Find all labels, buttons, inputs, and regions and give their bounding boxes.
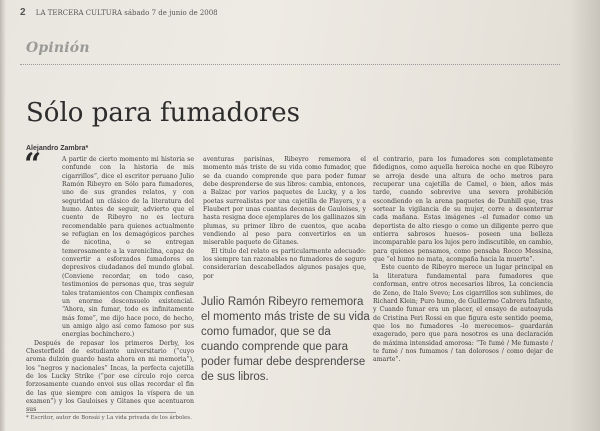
article-column-2 [203, 156, 366, 281]
paragraph: aventuras parisinas, Ribeyro rememora el momento más triste de su vida como fumador, que se da cuando comprende que para poder fumar debe desprenderse de sus libros: cambia, entonces, a Balzac por varios paquetes de Lucky, y a los poetas surrealistas por una cajetilla de Players, y a Flaubert por unas cuantas decenas de Gauloises, y hasta resigna doce ejemplares de los gallinazos sin plumas, su primer libro de cuentos, que acaba vendiendo al peso para convertirlos en un miserable paquete de Gitanes. [203, 156, 366, 247]
page-shadow-right [570, 0, 600, 431]
section-title: Opinión [26, 40, 90, 56]
page-header [20, 7, 218, 18]
byline: Alejandro Zambra* [26, 145, 89, 152]
section-divider [20, 64, 560, 65]
opening-quote-mark: “ [24, 147, 42, 182]
article-column-1 [26, 156, 194, 415]
article-column-3 [373, 156, 553, 365]
page-shadow-left [0, 0, 6, 431]
article-title: Sólo para fumadores [26, 98, 301, 128]
page-number: 2 [20, 7, 26, 18]
footnote-divider [26, 412, 176, 413]
paragraph: Este cuento de Ribeyro merece un lugar principal en la literatura fundamental para fumadores que conforman, entre otros necesarios libros, La conciencia de Zeno, de Italo Svevo; Los cigarrillos son sublimes, de Richard Klein; Puro humo, de Guillermo Cabrera Infante, y Cuando fumar era un placer, el ensayo de autoayuda de Cristina Peri Rossi en que figura este sentido poema, que los no fumadores –lo merecemos– guardarán exagerado, pero que para nosotros es una declaración de máxima intensidad amorosa: “Te fumé / Me fumaste / te fumé / nos fumamos / tan dolorosos / como dejar de amarte”. [373, 264, 553, 364]
paragraph: El título del relato es particularmente adecuado: los siempre tan razonables no fumadores de seguro considerarían descabellados algunos pasajes que, por [203, 247, 366, 280]
paragraph: el contrario, para los fumadores son completamente fidedignos, como aquella heroica noche en que Ribeyro se arroja desde una altura de ocho metros para recuperar una cajetilla de Camel, o bien, años más tarde, cuando sobrevive una severa prohibición escondiendo en la arena paquetes de Dunhill que, tras sortear la vigilancia de su mujer, corre a desenterrar cada mañana. Estas imágenes –el fumador como un deportista de alto riesgo o como un diligente perro que entierra sabrosos huesos– poseen una belleza incomparable para los lujos pero indiscutible, en cambio, para quienes pensamos, como pensaba Rocco Messina, que “el humo no mata, acompaña hacia la muerte”. [373, 156, 553, 264]
running-head: LA TERCERA CULTURA sábado 7 de junio de 2008 [35, 9, 218, 17]
paragraph: A partir de cierto momento mi historia se confunde con la historia de mis cigarrillos”, dice el escritor peruano Julio Ramón Ribeyro en Sólo para fumadores, uno de sus grandes relatos, y con seguridad un clásico de la literatura del humo. Antes de seguir, advierto que el cuento de Ribeyro no es lectura recomendable para quienes actualmente se refugian en los demagógicos parches de nicotina, o se entregan temerosamente a la vareniclina, capaz de convertir a esforzados fumadores en depresivos ciudadanos del mundo global. (Conviene recordar, en todo caso, testimonios de personas que, tras seguir tales tratamientos con Champix confiesan un enorme desconsuelo existencial. “Ahora, sin fumar, todo es infinitamente más fome”, me dijo hace poco, de hecho, un amigo algo así como famoso por sus energías bochinchero.) [62, 156, 194, 339]
paragraph: Después de repasar los primeros Derby, los Chesterfield de estudiante universitario (“cuyo aroma dulzón guardo hasta ahora en mi memoria”), los “negros y nacionales” Incas, la perfecta cajetilla de los Lucky Strike (“por ese círculo rojo cerca forzosamente cuando envoi sus ollas recordar el fin de las que siempre con amigos la víspera de un examen”) y los Gauloises y Gitanes que acentuaron sus [26, 339, 194, 414]
pull-quote: Julio Ramón Ribeyro rememora el momento más triste de su vida como fumador, que se da cuando comprende que para poder fumar debe desprenderse de sus libros. [201, 296, 370, 383]
author-footnote: * Escritor, autor de Bonsái y La vida privada de los árboles. [26, 415, 192, 421]
